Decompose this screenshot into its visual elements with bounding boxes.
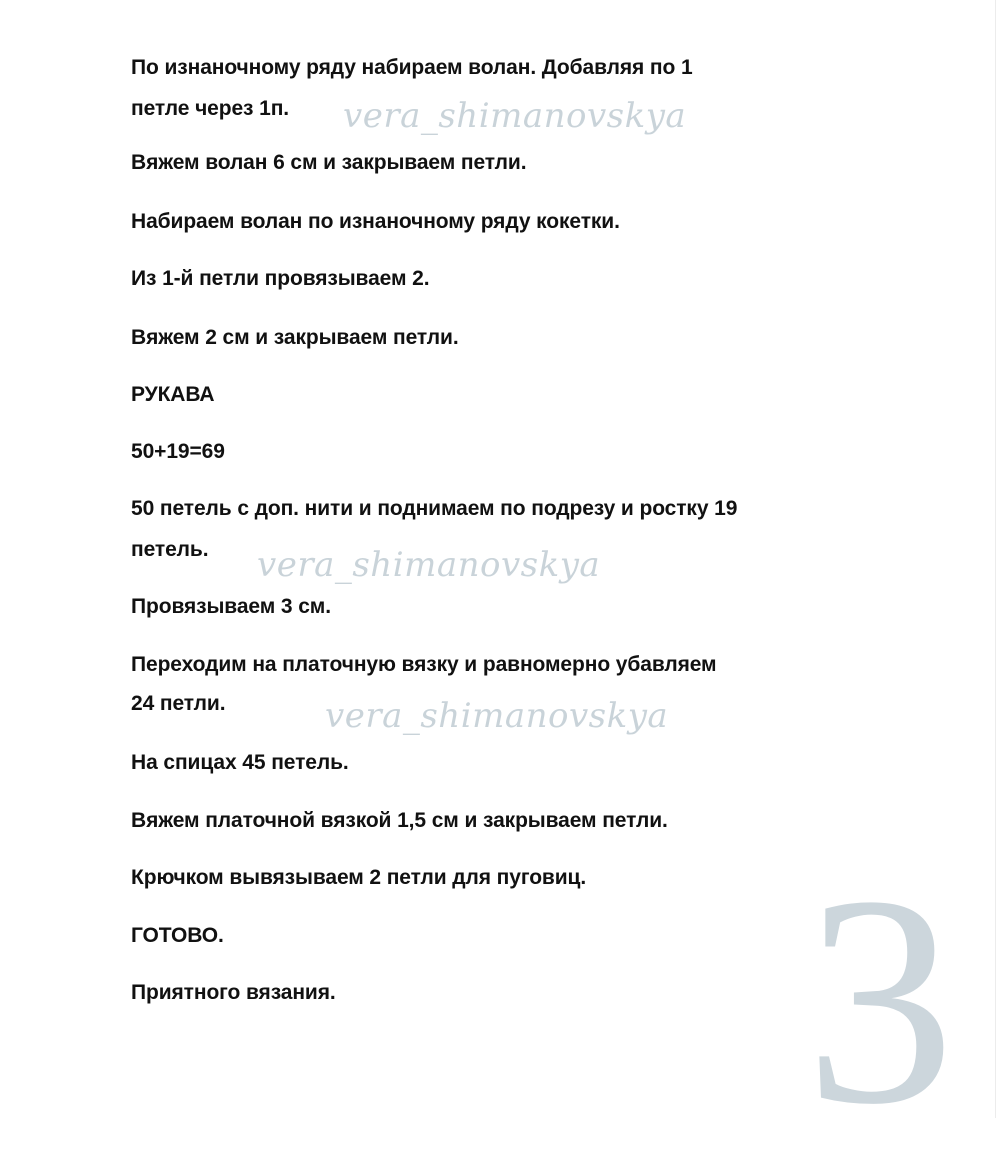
paragraph-knit-3cm: Провязываем 3 см. bbox=[131, 595, 331, 618]
paragraph-volan-6cm: Вяжем волан 6 см и закрываем петли. bbox=[131, 151, 527, 174]
paragraph-garter-bind-off: Вяжем платочной вязкой 1,5 см и закрываем петли. bbox=[131, 809, 668, 832]
paragraph-closing: Приятного вязания. bbox=[131, 981, 336, 1004]
watermark-text: vera_shimanovskya bbox=[343, 96, 687, 136]
paragraph-cast-on-1: 50 петель с доп. нити и поднимаем по подрезу и ростку 19 bbox=[131, 497, 738, 520]
paragraph-needle-count: На спицах 45 петель. bbox=[131, 751, 349, 774]
paragraph-cast-on-2: петель. bbox=[131, 538, 209, 561]
page-edge-divider bbox=[995, 0, 996, 1118]
page-number: 3 bbox=[805, 834, 955, 1166]
watermark-text: vera_shimanovskya bbox=[257, 545, 601, 585]
paragraph-knit-2cm: Вяжем 2 см и закрываем петли. bbox=[131, 326, 459, 349]
paragraph-buttonholes: Крючком вывязываем 2 петли для пуговиц. bbox=[131, 866, 587, 889]
paragraph-increase: Из 1-й петли провязываем 2. bbox=[131, 267, 430, 290]
paragraph-volan-2: петле через 1п. bbox=[131, 97, 290, 120]
paragraph-done: ГОТОВО. bbox=[131, 924, 224, 947]
paragraph-garter-1: Переходим на платочную вязку и равномерно убавляем bbox=[131, 653, 717, 676]
paragraph-garter-2: 24 петли. bbox=[131, 692, 226, 715]
paragraph-volan-kokétka: Набираем волан по изнаночному ряду кокетки. bbox=[131, 210, 620, 233]
paragraph-stitch-formula: 50+19=69 bbox=[131, 440, 225, 463]
watermark-text: vera_shimanovskya bbox=[325, 696, 669, 736]
section-heading-sleeves: РУКАВА bbox=[131, 383, 215, 406]
paragraph-volan-1: По изнаночному ряду набираем волан. Добавляя по 1 bbox=[131, 56, 693, 79]
